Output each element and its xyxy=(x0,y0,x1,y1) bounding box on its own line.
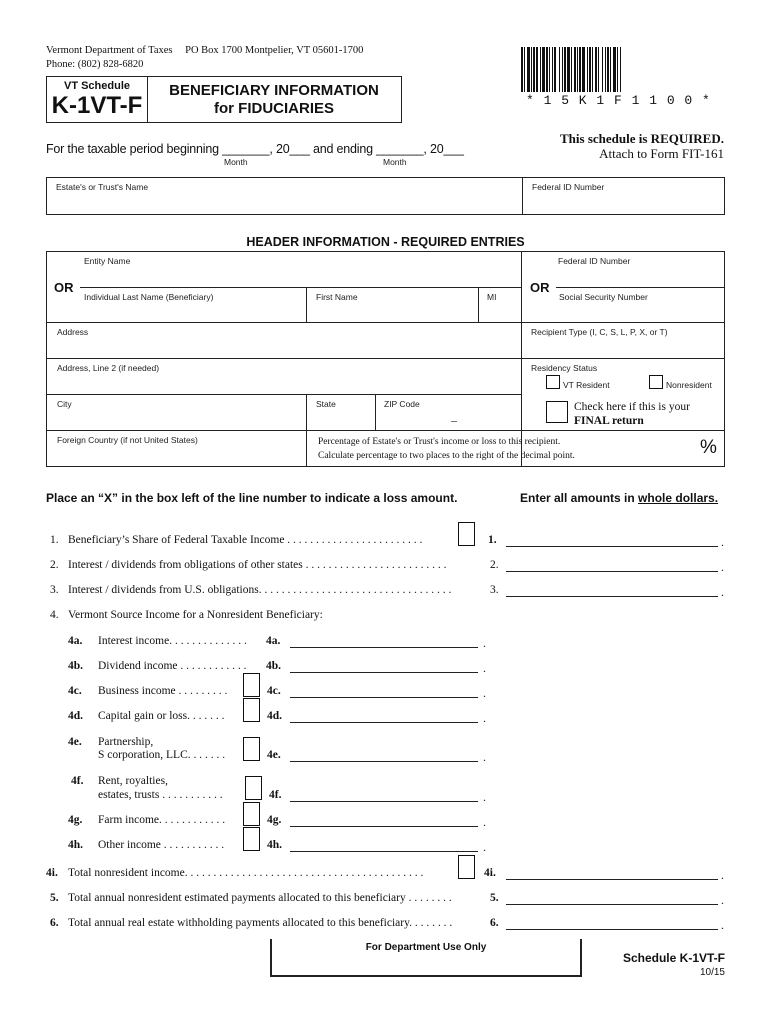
line4e-ref: 4e. xyxy=(267,749,281,761)
nonresident-checkbox[interactable] xyxy=(649,375,663,389)
form-title xyxy=(147,82,401,118)
state-label: State xyxy=(316,399,336,409)
line4a-label: Interest income. . . . . . . . . . . . . . xyxy=(98,635,247,647)
first-name-field[interactable] xyxy=(312,303,472,321)
line3-cents-dot: . xyxy=(721,585,724,599)
zip-divider xyxy=(375,394,376,431)
estate-fein-field[interactable] xyxy=(528,192,718,212)
agency-name xyxy=(46,44,363,57)
rule-after-name xyxy=(46,322,725,323)
line3-number: 3. xyxy=(50,584,59,596)
barcode-gap xyxy=(621,47,623,92)
barcode-text: * 1 5 K 1 F 1 1 0 0 * xyxy=(526,93,711,108)
ssn-label: Social Security Number xyxy=(559,292,648,302)
line4f-amount-field[interactable] xyxy=(290,801,478,802)
line4c-number: 4c. xyxy=(68,685,82,697)
line4a-number: 4a. xyxy=(68,635,83,647)
line4d-number: 4d. xyxy=(68,710,84,722)
estate-name-label: Estate's or Trust's Name xyxy=(56,182,149,192)
line1-loss-checkbox[interactable] xyxy=(458,522,475,546)
entity-fein-field[interactable] xyxy=(530,266,720,284)
line4i-cents-dot: . xyxy=(721,868,724,882)
line4h-label: Other income . . . . . . . . . . . xyxy=(98,839,225,851)
line4h-ref: 4h. xyxy=(267,839,283,851)
mi-divider xyxy=(478,288,479,323)
line6-amount-field[interactable] xyxy=(506,929,718,930)
line4b-cents-dot: . xyxy=(483,661,486,675)
percentage-field[interactable] xyxy=(600,436,696,464)
line4g-label: Farm income. . . . . . . . . . . . xyxy=(98,814,226,826)
agency-phone: Phone: (802) 828-6820 xyxy=(46,59,144,70)
line2-label: Interest / dividends from obligations of other states . . . . . . . . . . . . . . . . . . . . . . . . . xyxy=(68,559,447,571)
line4c-label: Business income . . . . . . . . . xyxy=(98,685,228,697)
line4b-label: Dividend income . . . . . . . . . . . . xyxy=(98,660,247,672)
line4e-cents-dot: . xyxy=(483,750,486,764)
line4d-label: Capital gain or loss. . . . . . . xyxy=(98,710,225,722)
state-divider xyxy=(306,394,307,467)
header-col-divider xyxy=(521,251,522,467)
first-name-label: First Name xyxy=(316,292,358,302)
line2-amount-field[interactable] xyxy=(506,571,718,572)
line4e-label2: S corporation, LLC. . . . . . . xyxy=(98,749,226,761)
line4g-amount-field[interactable] xyxy=(290,826,478,827)
final-return-bold xyxy=(574,415,644,427)
line1-amount-field[interactable] xyxy=(506,546,718,547)
schedule-id-box xyxy=(47,77,148,122)
agency-address: PO Box 1700 Montpelier, VT 05601-1700 xyxy=(185,45,364,56)
line4i-amount-field[interactable] xyxy=(506,879,718,880)
final-return-checkbox[interactable] xyxy=(546,401,568,423)
line3-label: Interest / dividends from U.S. obligations. . . . . . . . . . . . . . . . . . . . . . . . . . . . . . . . . . xyxy=(68,584,452,596)
percentage-note-1: Percentage of Estate's or Trust's income or loss to this recipient. xyxy=(318,437,561,447)
line5-ref: 5. xyxy=(490,892,499,904)
entity-name-label: Entity Name xyxy=(84,256,131,266)
required-notice: This schedule is REQUIRED. xyxy=(560,131,724,146)
line4f-ref: 4f. xyxy=(269,789,282,801)
line6-label: Total annual real estate withholding payments allocated to this beneficiary. . . . . . . . xyxy=(68,917,453,929)
line4b-ref: 4b. xyxy=(266,660,282,672)
percentage-note-2: Calculate percentage to two places to the right of the decimal point. xyxy=(318,451,575,461)
line5-cents-dot: . xyxy=(721,893,724,907)
rule-after-address2 xyxy=(46,394,522,395)
form-id: K-1VT-F xyxy=(51,92,143,119)
whole-dollars-underlined: whole dollars. xyxy=(638,491,719,505)
line3-ref: 3. xyxy=(490,584,499,596)
line4i-number: 4i. xyxy=(46,867,58,879)
ssn-field[interactable] xyxy=(530,303,720,321)
line4f-cents-dot: . xyxy=(483,790,486,804)
mi-field[interactable] xyxy=(482,303,518,321)
line4d-amount-field[interactable] xyxy=(290,722,478,723)
nonresident-label: Nonresident xyxy=(666,380,712,390)
vt-resident-label: VT Resident xyxy=(563,380,610,390)
line2-number: 2. xyxy=(50,559,59,571)
line5-amount-field[interactable] xyxy=(506,904,718,905)
header-info-title: HEADER INFORMATION - REQUIRED ENTRIES xyxy=(246,235,525,249)
estate-divider xyxy=(522,178,523,214)
attach-notice: Attach to Form FIT-161 xyxy=(599,146,724,161)
estate-fein-label: Federal ID Number xyxy=(532,182,605,192)
rule-after-city xyxy=(46,430,725,431)
line4d-ref: 4d. xyxy=(267,710,283,722)
recipient-type-label: Recipient Type (I, C, S, L, P, X, or T) xyxy=(531,327,668,337)
line4f-number: 4f. xyxy=(71,775,84,787)
vt-resident-checkbox[interactable] xyxy=(546,375,560,389)
form-title-line2: for FIDUCIARIES xyxy=(214,100,334,117)
taxable-period[interactable]: For the taxable period beginning _______, 20___ and ending _______, 20___ xyxy=(46,142,464,156)
line4b-number: 4b. xyxy=(68,660,84,672)
line4g-ref: 4g. xyxy=(267,814,282,826)
agency-text: Vermont Department of Taxes xyxy=(46,45,173,56)
department-use-label: For Department Use Only xyxy=(365,942,487,953)
line4b-amount-field[interactable] xyxy=(290,672,478,673)
first-name-divider xyxy=(306,288,307,323)
line4c-loss-checkbox[interactable] xyxy=(243,673,260,697)
line4h-loss-checkbox[interactable] xyxy=(243,827,260,851)
line4a-amount-field[interactable] xyxy=(290,647,478,648)
period-month-begin: Month xyxy=(224,157,248,167)
line4a-ref: 4a. xyxy=(266,635,281,647)
entity-name-field[interactable] xyxy=(60,266,510,284)
last-name-label: Individual Last Name (Beneficiary) xyxy=(84,292,214,302)
line4e-number: 4e. xyxy=(68,736,82,748)
line1-ref: 1. xyxy=(488,534,497,546)
address2-field[interactable] xyxy=(56,374,516,392)
line4h-cents-dot: . xyxy=(483,840,486,854)
line6-cents-dot: . xyxy=(721,918,724,932)
line4e-amount-field[interactable] xyxy=(290,761,478,762)
title-box xyxy=(46,76,402,123)
line4e-label1: Partnership, xyxy=(98,736,154,748)
line6-number: 6. xyxy=(50,917,59,929)
line4c-cents-dot: . xyxy=(483,686,486,700)
line4e-loss-checkbox[interactable] xyxy=(243,737,260,761)
or-label-left: OR xyxy=(54,280,74,295)
line4i-label: Total nonresident income. . . . . . . . . . . . . . . . . . . . . . . . . . . . . . . . . . . . . . . . . . xyxy=(68,867,424,879)
line4i-loss-checkbox[interactable] xyxy=(458,855,475,879)
line4d-loss-checkbox[interactable] xyxy=(243,698,260,722)
zip-field[interactable] xyxy=(380,410,516,428)
residency-label: Residency Status xyxy=(531,363,598,373)
line4g-loss-checkbox[interactable] xyxy=(243,802,260,826)
mi-label: MI xyxy=(487,292,497,302)
line4h-amount-field[interactable] xyxy=(290,851,478,852)
address-field[interactable] xyxy=(56,338,516,356)
or-line-right xyxy=(556,287,725,288)
line4f-label1: Rent, royalties, xyxy=(98,775,168,787)
form-barcode xyxy=(521,47,725,92)
line2-ref: 2. xyxy=(490,559,499,571)
line4-number: 4. xyxy=(50,609,59,621)
line4a-cents-dot: . xyxy=(483,636,486,650)
line4c-amount-field[interactable] xyxy=(290,697,478,698)
foreign-country-field[interactable] xyxy=(56,446,300,464)
or-line-left xyxy=(80,287,522,288)
line4i-ref: 4i. xyxy=(484,867,496,879)
line4h-number: 4h. xyxy=(68,839,84,851)
zip-label: ZIP Code xyxy=(384,399,420,409)
line1-number: 1. xyxy=(50,534,59,546)
recipient-type-field[interactable] xyxy=(530,338,720,356)
whole-dollars-instruction xyxy=(520,491,718,505)
footer-schedule: Schedule K-1VT-F xyxy=(622,951,725,965)
zip-dash: – xyxy=(451,413,457,427)
schedule-label: VT Schedule xyxy=(63,80,131,92)
footer-revision: 10/15 xyxy=(699,967,725,978)
department-use-box xyxy=(270,939,582,977)
entity-fein-label: Federal ID Number xyxy=(558,256,631,266)
period-month-end: Month xyxy=(383,157,407,167)
city-field[interactable] xyxy=(56,410,300,428)
foreign-country-label: Foreign Country (if not United States) xyxy=(57,435,198,445)
line4d-cents-dot: . xyxy=(483,711,486,725)
line5-number: 5. xyxy=(50,892,59,904)
line4g-number: 4g. xyxy=(68,814,83,826)
line3-amount-field[interactable] xyxy=(506,596,718,597)
or-label-right: OR xyxy=(530,280,550,295)
percent-sign: % xyxy=(700,437,717,458)
city-label: City xyxy=(57,399,72,409)
line4f-loss-checkbox[interactable] xyxy=(245,776,262,800)
loss-instruction: Place an “X” in the box left of the line number to indicate a loss amount. xyxy=(46,491,458,505)
line5-label: Total annual nonresident estimated payments allocated to this beneficiary . . . . . . . . xyxy=(68,892,452,904)
rule-after-address xyxy=(46,358,725,359)
address-label: Address xyxy=(57,327,89,337)
line1-cents-dot: . xyxy=(721,535,724,549)
final-return-label: FINAL return xyxy=(574,415,644,427)
line4f-label2: estates, trusts . . . . . . . . . . . xyxy=(98,789,223,801)
line6-ref: 6. xyxy=(490,917,499,929)
whole-dollars-prefix: Enter all amounts in xyxy=(520,491,639,505)
line4-label: Vermont Source Income for a Nonresident Beneficiary: xyxy=(68,609,323,621)
state-field[interactable] xyxy=(312,410,370,428)
line4g-cents-dot: . xyxy=(483,815,486,829)
line1-label: Beneficiary’s Share of Federal Taxable Income . . . . . . . . . . . . . . . . . . . . . . . . xyxy=(68,534,423,546)
estate-name-field[interactable] xyxy=(58,192,468,212)
address2-label: Address, Line 2 (if needed) xyxy=(57,363,160,373)
last-name-field[interactable] xyxy=(60,303,300,321)
form-title-line1: BENEFICIARY INFORMATION xyxy=(169,82,379,99)
line4c-ref: 4c. xyxy=(267,685,281,697)
line2-cents-dot: . xyxy=(721,560,724,574)
final-return-text: Check here if this is your xyxy=(574,401,690,413)
